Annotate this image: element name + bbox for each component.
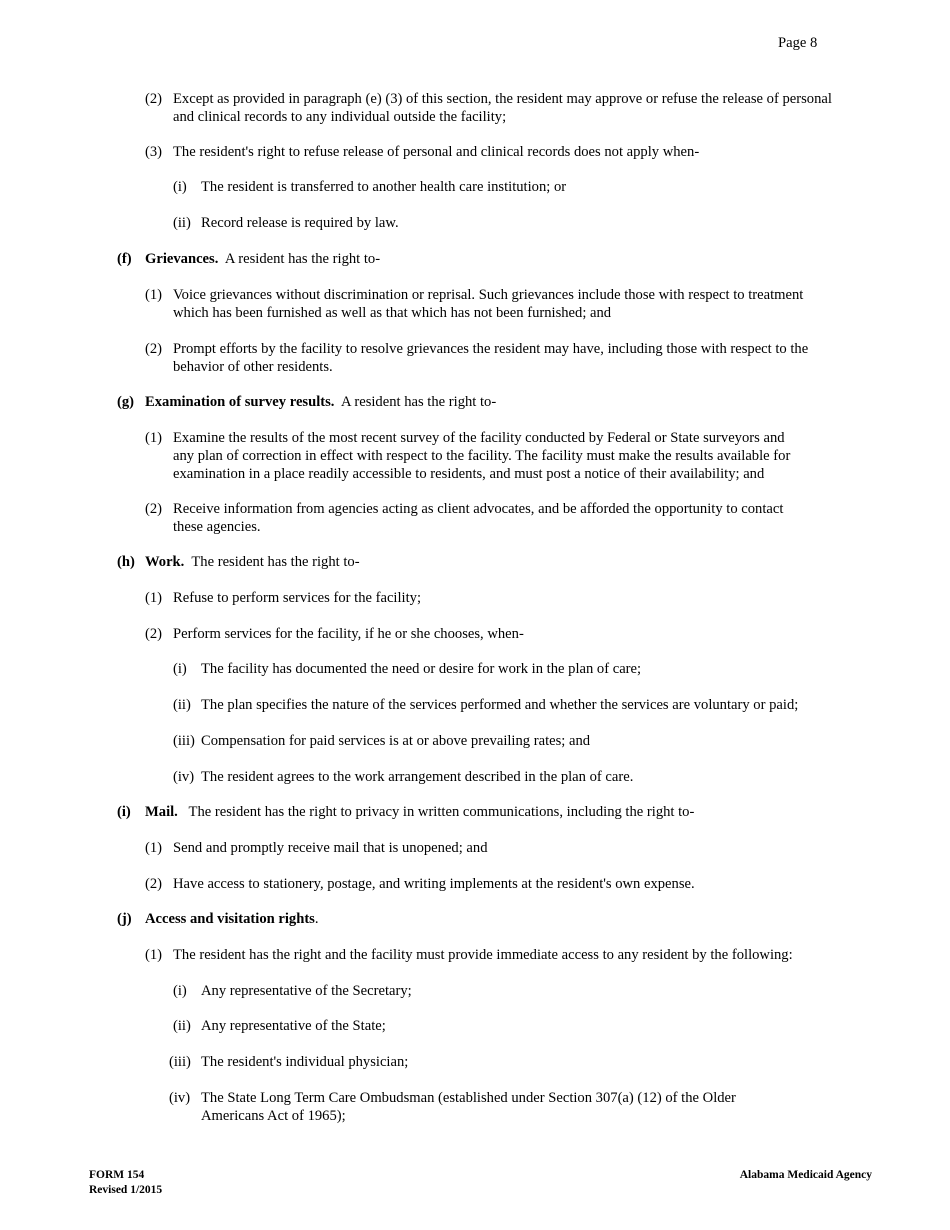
item-label: (3): [145, 144, 163, 160]
item-text-line: these agencies.: [173, 519, 261, 535]
item-label: (iv): [169, 1090, 191, 1106]
footer-form-info: [89, 1168, 162, 1198]
item-text-line: Examine the results of the most recent survey of the facility conducted by Federal or State surveyors and: [173, 430, 785, 446]
item-text: Send and promptly receive mail that is unopened; and: [173, 840, 488, 856]
revision-date: Revised 1/2015: [89, 1184, 163, 1196]
item-text-line: and clinical records to any individual outside the facility;: [173, 109, 507, 125]
item-text-line: The State Long Term Care Ombudsman (established under Section 307(a) (12) of the Older: [201, 1090, 736, 1106]
section-label: (i): [117, 804, 131, 820]
section-text: The resident has the right to privacy in written communications, including the right to-: [188, 804, 695, 820]
section-text: A resident has the right to-: [224, 251, 381, 267]
item-text: Perform services for the facility, if he or she chooses, when-: [173, 626, 524, 642]
item-label: (ii): [173, 215, 191, 231]
section-heading: Mail.: [145, 804, 178, 820]
item-text-line: Receive information from agencies acting as client advocates, and be afforded the opportunity to contact: [173, 501, 784, 517]
form-number: FORM 154: [89, 1169, 145, 1181]
item-label: (iii): [173, 733, 195, 749]
item-label: (1): [145, 590, 163, 606]
item-text: The resident has the right and the facility must provide immediate access to any resident by the following:: [173, 947, 793, 963]
item-text: The resident agrees to the work arrangement described in the plan of care.: [201, 769, 634, 785]
section-heading: Grievances.: [145, 251, 219, 267]
section-heading: Work.: [145, 554, 185, 570]
item-text: The resident's individual physician;: [201, 1054, 409, 1070]
item-text: The facility has documented the need or desire for work in the plan of care;: [201, 661, 642, 677]
item-text-line: behavior of other residents.: [173, 359, 333, 375]
item-label: (i): [173, 661, 187, 677]
item-text: The plan specifies the nature of the services performed and whether the services are voluntary or paid;: [201, 697, 799, 713]
item-text: Refuse to perform services for the facility;: [173, 590, 422, 606]
item-label: (ii): [173, 697, 191, 713]
section-label: (g): [117, 394, 135, 410]
section-heading: Access and visitation rights: [145, 911, 315, 927]
item-text: Any representative of the State;: [201, 1018, 386, 1034]
item-text-line: Prompt efforts by the facility to resolve grievances the resident may have, including those with respect to the: [173, 341, 809, 357]
item-label: (1): [145, 287, 163, 303]
item-label: (1): [145, 947, 163, 963]
item-label: (iii): [169, 1054, 191, 1070]
item-label: (2): [145, 341, 163, 357]
item-label: (2): [145, 626, 163, 642]
item-text-line: Voice grievances without discrimination or reprisal. Such grievances include those with respect to treatment: [173, 287, 804, 303]
page-number: Page 8: [778, 35, 818, 51]
item-text: Have access to stationery, postage, and writing implements at the resident's own expense.: [173, 876, 695, 892]
section-text: The resident has the right to-: [191, 554, 360, 570]
item-label: (1): [145, 840, 163, 856]
section-text: .: [314, 911, 319, 927]
item-label: (2): [145, 876, 163, 892]
item-label: (i): [173, 983, 187, 999]
section-text: A resident has the right to-: [340, 394, 497, 410]
item-text: Compensation for paid services is at or above prevailing rates; and: [201, 733, 591, 749]
item-label: (1): [145, 430, 163, 446]
item-text-line: any plan of correction in effect with respect to the facility. The facility must make the results available for: [173, 448, 791, 464]
item-text: The resident is transferred to another health care institution; or: [201, 179, 567, 195]
section-label: (f): [117, 251, 132, 267]
item-label: (2): [145, 501, 163, 517]
section-label: (h): [117, 554, 135, 570]
item-text: Any representative of the Secretary;: [201, 983, 412, 999]
item-label: (ii): [173, 1018, 191, 1034]
item-text-line: examination in a place readily accessible to residents, and must post a notice of their availability; and: [173, 466, 765, 482]
item-text-line: Americans Act of 1965);: [201, 1108, 346, 1124]
item-text: The resident's right to refuse release of personal and clinical records does not apply when-: [173, 144, 700, 160]
item-text: Record release is required by law.: [201, 215, 399, 231]
item-label: (iv): [173, 769, 195, 785]
item-label: (i): [173, 179, 187, 195]
item-text-line: which has been furnished as well as that which has not been furnished; and: [173, 305, 612, 321]
footer-agency: Alabama Medicaid Agency: [739, 1169, 872, 1181]
section-heading: Examination of survey results.: [145, 394, 335, 410]
item-label: (2): [145, 91, 163, 107]
section-label: (j): [117, 911, 132, 927]
item-text-line: Except as provided in paragraph (e) (3) of this section, the resident may approve or refuse the release of personal: [173, 91, 832, 107]
